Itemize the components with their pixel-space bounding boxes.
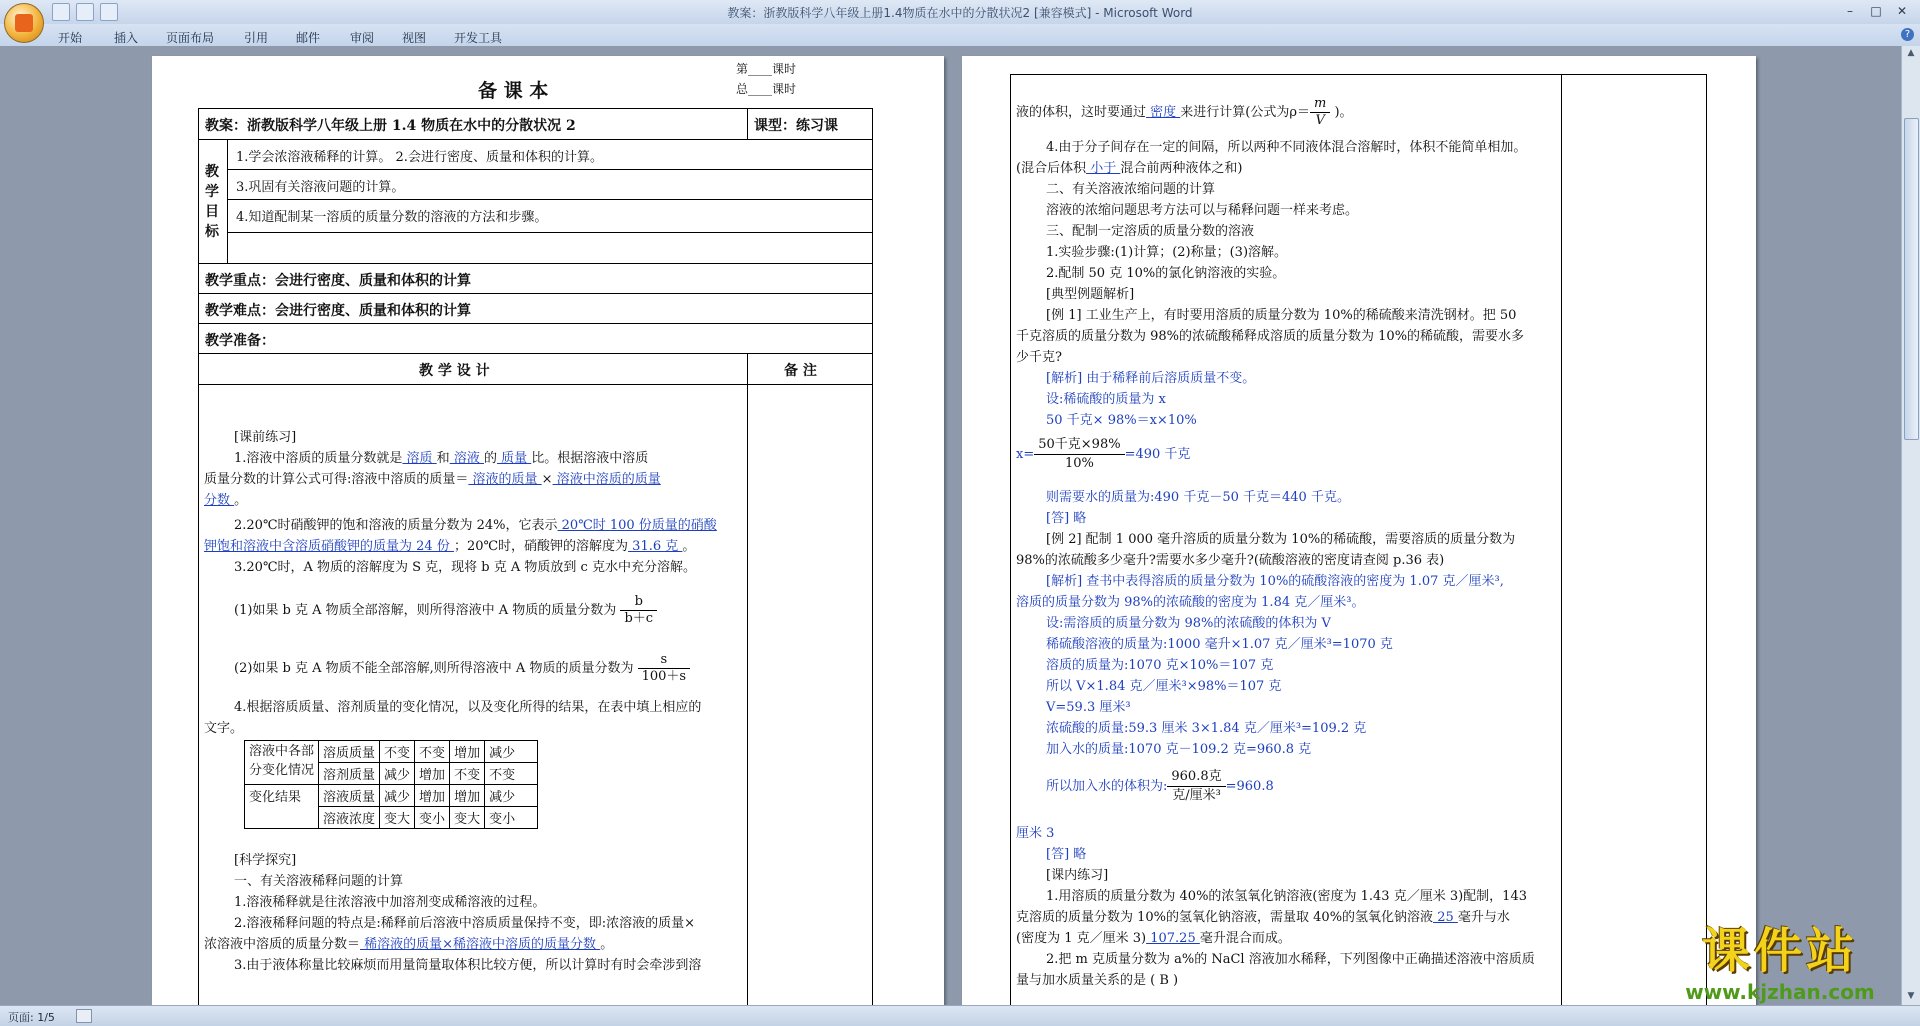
q1-line1 xyxy=(234,449,648,468)
window-title: 教案：浙教版科学八年级上册1.4物质在水中的分散状况2 [兼容模式] - Microsoft Word xyxy=(727,6,1193,20)
watermark-brand: 课件站 xyxy=(1701,923,1858,979)
q1-text-3: 的 xyxy=(483,451,497,466)
table-cell: 减少 xyxy=(380,785,415,807)
minimize-button[interactable]: – xyxy=(1847,4,1853,18)
an5: 则需要水的质量为:490 千克－50 千克＝440 千克。 xyxy=(1046,490,1350,505)
s1-2-blank: 稀溶液的质量×稀溶液中溶质的质量分数 xyxy=(360,937,601,952)
b10-num: 960.8克 xyxy=(1167,768,1225,787)
doc-heading: 备 课 本 xyxy=(478,80,549,102)
help-icon[interactable]: ? xyxy=(1901,28,1914,41)
document-page-1[interactable] xyxy=(152,56,944,1005)
p2-l3-blank: 小于 xyxy=(1086,161,1121,176)
q1-text: 1.溶液中溶质的质量分数就是 xyxy=(234,451,403,466)
p2-l1-text: 液的体积，这时要通过 xyxy=(1016,105,1147,120)
s1-2b: 浓溶液中溶质的质量分数＝ xyxy=(204,937,361,952)
tab-review[interactable]: 审阅 xyxy=(350,31,375,45)
quick-access-toolbar xyxy=(52,3,118,21)
q2-text: 2.20℃时硝酸钾的饱和溶液的质量分数为 24%，它表示 xyxy=(234,518,558,533)
q1-l2-text: 质量分数的计算公式可得:溶液中溶质的质量＝ xyxy=(204,472,469,487)
q1-l2-blank: 溶液的质量 xyxy=(468,472,542,487)
q1-line2 xyxy=(204,470,661,489)
table-cell: 溶剂质量 xyxy=(319,763,380,785)
b10-fraction xyxy=(1167,768,1225,805)
b9: 加入水的质量:1070 克－109.2 克=960.8 克 xyxy=(1046,742,1312,757)
s1-1: 1.溶液稀释就是往浓溶液中加溶剂变成稀溶液的过程。 xyxy=(234,895,546,910)
table-cell: 增加 xyxy=(450,741,485,763)
q1-l3-blank: 分数 xyxy=(204,493,235,508)
table-cell: 减少 xyxy=(485,741,538,763)
q1-l2-blank-2: 溶液中溶质的质量 xyxy=(552,472,661,487)
q3-2-den: 100＋s xyxy=(641,669,687,684)
explore-heading: [科学探究] xyxy=(234,853,297,868)
ribbon-tabs xyxy=(0,24,1920,47)
p2-notes-cell xyxy=(1561,74,1707,1005)
key-point: 教学重点：会进行密度、质量和体积的计算 xyxy=(205,273,471,289)
table-cell: 不变 xyxy=(450,763,485,785)
goals-label-cell xyxy=(198,139,228,264)
table-cell: 变小 xyxy=(485,807,538,829)
q1-line3 xyxy=(204,491,247,510)
c3-end: 毫升与水 xyxy=(1457,910,1510,925)
an4 xyxy=(1016,436,1190,473)
q1-l2-times: × xyxy=(541,472,553,487)
p2-l7: 1.实验步骤:(1)计算；(2)称量；(3)溶解。 xyxy=(1046,245,1288,260)
q3-2-fraction xyxy=(638,652,691,685)
table-cell: 不变 xyxy=(380,741,415,763)
q3-1-line xyxy=(234,594,657,627)
lesson-title: 教案：浙教版科学八年级上册 1.4 物质在水中的分散状况 2 xyxy=(205,118,576,134)
key-point-row xyxy=(198,263,873,294)
c4 xyxy=(1016,929,1291,948)
table-cell: 减少 xyxy=(485,785,538,807)
preparation: 教学准备： xyxy=(205,333,275,349)
status-bar xyxy=(0,1005,1920,1026)
b5: 溶质的质量为:1070 克×10%＝107 克 xyxy=(1046,658,1274,673)
q1-blank-1: 溶质 xyxy=(402,451,437,466)
p2-l8: 2.配制 50 克 10%的氯化钠溶液的实验。 xyxy=(1046,266,1286,281)
table-cell: 变大 xyxy=(450,807,485,829)
scroll-up-icon[interactable]: ▲ xyxy=(1907,48,1915,58)
c3 xyxy=(1016,908,1510,927)
goal-1: 1.学会浓溶液稀释的计算。 2.会进行密度、质量和体积的计算。 xyxy=(236,150,603,165)
goal-row-4 xyxy=(227,232,873,264)
table-cell: 变小 xyxy=(415,807,450,829)
ex1-a: [例 1] 工业生产上，有时要用溶质的质量分数为 10%的稀硫酸来清洗钢材。把 50 xyxy=(1046,308,1517,323)
density-num: m xyxy=(1310,96,1330,113)
lesson-type-cell xyxy=(747,108,873,140)
table-cell: 溶液浓度 xyxy=(319,807,380,829)
b10 xyxy=(1046,768,1274,805)
an1: [解析] 由于稀释前后溶质质量不变。 xyxy=(1046,371,1256,386)
goals-label: 教学目标 xyxy=(205,164,219,240)
tab-home[interactable]: 开始 xyxy=(58,31,83,45)
pre-practice-heading: [课前练习] xyxy=(234,430,297,445)
an4-fraction xyxy=(1034,436,1124,473)
an6: [答] 略 xyxy=(1046,511,1087,526)
s1-2-end: 。 xyxy=(600,937,614,952)
tab-page-layout[interactable]: 页面布局 xyxy=(166,31,215,45)
b10-den: 克/厘米³ xyxy=(1172,788,1221,803)
period-label-1: 第____课时 xyxy=(736,62,797,76)
office-logo-icon xyxy=(15,14,33,32)
density-den: V xyxy=(1315,113,1325,128)
c1: [课内练习] xyxy=(1046,868,1109,883)
notes-body-cell xyxy=(747,384,873,1005)
q1-l3-end: 。 xyxy=(234,493,248,508)
tab-insert[interactable]: 插入 xyxy=(114,31,139,45)
difficulty-row xyxy=(198,293,873,324)
ex1-b: 千克溶质的质量分数为 98%的浓硫酸稀释成溶质的质量分数为 10%的稀硫酸，需要水多 xyxy=(1016,329,1525,344)
p2-l2: 4.由于分子间存在一定的间隔，所以两种不同液体混合溶解时，体积不能简单相加。 xyxy=(1046,140,1527,155)
b11: 厘米 3 xyxy=(1016,826,1055,841)
q2-l2-text: ；20℃时，硝酸钾的溶解度为 xyxy=(453,539,629,554)
goal-3: 4.知道配制某一溶质的质量分数的溶液的方法和步骤。 xyxy=(236,210,548,225)
label-line-2: 分变化情况 xyxy=(249,763,315,778)
c6: 量与加水质量关系的是 ( B ) xyxy=(1016,973,1179,988)
b4: 稀硫酸溶液的质量为:1000 毫升×1.07 克／厘米³=1070 克 xyxy=(1046,637,1393,652)
redo-icon[interactable] xyxy=(100,3,118,21)
tab-view[interactable]: 视图 xyxy=(402,31,427,45)
p2-l6: 三、配制一定溶质的质量分数的溶液 xyxy=(1046,224,1255,239)
table-cell: 不变 xyxy=(485,763,538,785)
window-controls xyxy=(1838,2,1914,20)
c4-blank: 107.25 xyxy=(1146,931,1200,946)
c4-text: (密度为 1 克／厘米 3) xyxy=(1016,931,1147,946)
q1-blank-2: 溶液 xyxy=(449,451,484,466)
change-table-label xyxy=(245,741,319,785)
b7: V=59.3 厘米³ xyxy=(1046,700,1131,715)
q1-blank-3: 质量 xyxy=(496,451,532,466)
q2-l2-answer: 31.6 克 xyxy=(628,539,683,554)
c3-blank: 25 xyxy=(1433,910,1458,925)
table-cell: 增加 xyxy=(450,785,485,807)
s1-2-line2 xyxy=(204,935,613,954)
p2-l9: [典型例题解析] xyxy=(1046,287,1135,302)
q3-1-num: b xyxy=(620,594,657,611)
q3-2-text: (2)如果 b 克 A 物质不能全部溶解,则所得溶液中 A 物质的质量分数为 xyxy=(234,661,634,676)
tab-developer[interactable]: 开发工具 xyxy=(454,31,503,45)
proofing-icon[interactable] xyxy=(76,1009,92,1023)
p2-l4: 二、有关溶液浓缩问题的计算 xyxy=(1046,182,1216,197)
page-indicator[interactable]: 页面: 1/5 xyxy=(8,1011,55,1024)
p2-l1-end: )。 xyxy=(1330,105,1353,120)
an4-pre: x= xyxy=(1016,447,1035,462)
c2: 1.用溶质的质量分数为 40%的浓氢氧化钠溶液(密度为 1.43 克／厘米 3)配制，143 xyxy=(1046,889,1528,904)
q2-blank: 20℃时 100 份质量的硝酸 xyxy=(557,518,717,533)
notes-header: 备 注 xyxy=(784,363,817,379)
b2: 溶质的质量分数为 98%的浓硫酸的密度为 1.84 克／厘米³。 xyxy=(1016,595,1365,610)
table-cell: 溶液质量 xyxy=(319,785,380,807)
save-icon[interactable] xyxy=(52,3,70,21)
c4-end: 毫升混合而成。 xyxy=(1199,931,1291,946)
ex1-c: 少千克? xyxy=(1016,350,1062,365)
design-header-cell xyxy=(198,353,748,385)
table-cell: 增加 xyxy=(415,785,450,807)
p2-l3-end: 混合前两种液体之和) xyxy=(1120,161,1243,176)
ex2-a: [例 2] 配制 1 000 毫升溶质的质量分数为 10%的稀硫酸，需要溶质的质量分数为 xyxy=(1046,532,1516,547)
p2-l1-text-2: 来进行计算(公式为ρ＝ xyxy=(1180,105,1310,120)
q3-1-fraction xyxy=(620,594,657,627)
document-page-2[interactable] xyxy=(962,56,1756,1005)
tab-references[interactable]: 引用 xyxy=(244,31,269,45)
section-1-heading: 一、有关溶液稀释问题的计算 xyxy=(234,874,404,889)
table-cell: 增加 xyxy=(415,763,450,785)
b6: 所以 V×1.84 克／厘米³×98%＝107 克 xyxy=(1046,679,1282,694)
tab-mailings[interactable]: 邮件 xyxy=(296,31,321,45)
q1-text-2: 和 xyxy=(436,451,450,466)
q4-line1: 4.根据溶质质量、溶剂质量的变化情况，以及变化所得的结果，在表中填上相应的 xyxy=(234,700,702,715)
p2-l3-text: (混合后体积 xyxy=(1016,161,1087,176)
an4-post: =490 千克 xyxy=(1124,447,1191,462)
office-button[interactable] xyxy=(4,3,44,43)
an4-den: 10% xyxy=(1064,456,1094,471)
lesson-title-cell xyxy=(198,108,748,140)
difficulty: 教学难点：会进行密度、质量和体积的计算 xyxy=(205,303,471,319)
p2-l1-blank: 密度 xyxy=(1146,105,1181,120)
b10-pre: 所以加入水的体积为: xyxy=(1046,779,1168,794)
c5: 2.把 m 克质量分数为 a%的 NaCl 溶液加水稀释，下列图像中正确描述溶液中溶质质 xyxy=(1046,952,1535,967)
q2-line2 xyxy=(204,537,695,556)
period-label-2: 总____课时 xyxy=(736,82,797,96)
preparation-row xyxy=(198,323,873,354)
close-button[interactable]: ✕ xyxy=(1896,4,1908,18)
density-fraction xyxy=(1310,96,1330,129)
q4-line2: 文字。 xyxy=(204,721,244,736)
c3-text: 克溶质的质量分数为 10%的氢氧化钠溶液，需量取 40%的氢氧化钠溶液 xyxy=(1016,910,1434,925)
goal-row-1 xyxy=(227,139,873,170)
lesson-type: 课型：练习课 xyxy=(754,118,838,134)
goal-row-2 xyxy=(227,169,873,200)
q2-line1 xyxy=(234,516,717,535)
scroll-down-icon[interactable]: ▼ xyxy=(1907,991,1915,1001)
undo-icon[interactable] xyxy=(76,3,94,21)
an4-num: 50千克×98% xyxy=(1034,436,1124,455)
result-label: 变化结果 xyxy=(245,785,319,829)
goal-row-3 xyxy=(227,199,873,233)
b3: 设:需溶质的质量分数为 98%的浓硫酸的体积为 V xyxy=(1046,616,1331,631)
p2-l5: 溶液的浓缩问题思考方法可以与稀释问题一样来考虑。 xyxy=(1046,203,1359,218)
site-watermark xyxy=(1660,922,1900,1006)
b1: [解析] 查书中表得溶质的质量分数为 10%的硫酸溶液的密度为 1.07 克／厘米³, xyxy=(1046,574,1504,589)
notes-header-cell xyxy=(747,353,873,385)
q3-1-text: (1)如果 b 克 A 物质全部溶解，则所得溶液中 A 物质的质量分数为 xyxy=(234,603,617,618)
q3-2-num: s xyxy=(638,652,691,669)
q3-1-den: b＋c xyxy=(624,611,654,626)
label-line-1: 溶液中各部 xyxy=(249,744,315,759)
q2-l2-end: 。 xyxy=(682,539,696,554)
q1-text-4: 比。根据溶液中溶质 xyxy=(531,451,649,466)
scroll-thumb[interactable] xyxy=(1904,118,1919,440)
an2: 设:稀硫酸的质量为 x xyxy=(1046,392,1166,407)
maximize-button[interactable]: □ xyxy=(1870,4,1882,18)
p2-l1 xyxy=(1016,96,1353,129)
table-cell: 溶质质量 xyxy=(319,741,380,763)
b12: [答] 略 xyxy=(1046,847,1087,862)
b8: 浓硫酸的质量:59.3 厘米 3×1.84 克／厘米³=109.2 克 xyxy=(1046,721,1367,736)
an3: 50 千克× 98%＝x×10% xyxy=(1046,413,1197,428)
table-cell: 变大 xyxy=(380,807,415,829)
table-cell: 不变 xyxy=(415,741,450,763)
q3-2-line xyxy=(234,652,690,685)
ex2-b: 98%的浓硫酸多少毫升?需要水多少毫升?(硫酸溶液的密度请查阅 p.36 表) xyxy=(1016,553,1445,568)
p2-l3 xyxy=(1016,159,1242,178)
q3-text: 3.20℃时，A 物质的溶解度为 S 克，现将 b 克 A 物质放到 c 克水中充分溶解。 xyxy=(234,560,696,575)
s1-2: 2.溶液稀释问题的特点是:稀释前后溶液中溶质质量保持不变，即:浓溶液的质量× xyxy=(234,916,696,931)
q2-l2-blank: 钾饱和溶液中含溶质硝酸钾的质量为 24 份 xyxy=(204,539,454,554)
table-cell: 减少 xyxy=(380,763,415,785)
goal-2: 3.巩固有关溶液问题的计算。 xyxy=(236,180,405,195)
design-header: 教 学 设 计 xyxy=(419,363,490,379)
title-bar xyxy=(0,0,1920,24)
vertical-scrollbar[interactable] xyxy=(1901,46,1920,1005)
change-table xyxy=(244,740,538,829)
s1-3: 3.由于液体称量比较麻烦而用量筒量取体积比较方便，所以计算时有时会牵涉到溶 xyxy=(234,958,702,973)
watermark-url: www.kjzhan.com xyxy=(1685,980,1875,1004)
b10-post: =960.8 xyxy=(1225,779,1274,794)
